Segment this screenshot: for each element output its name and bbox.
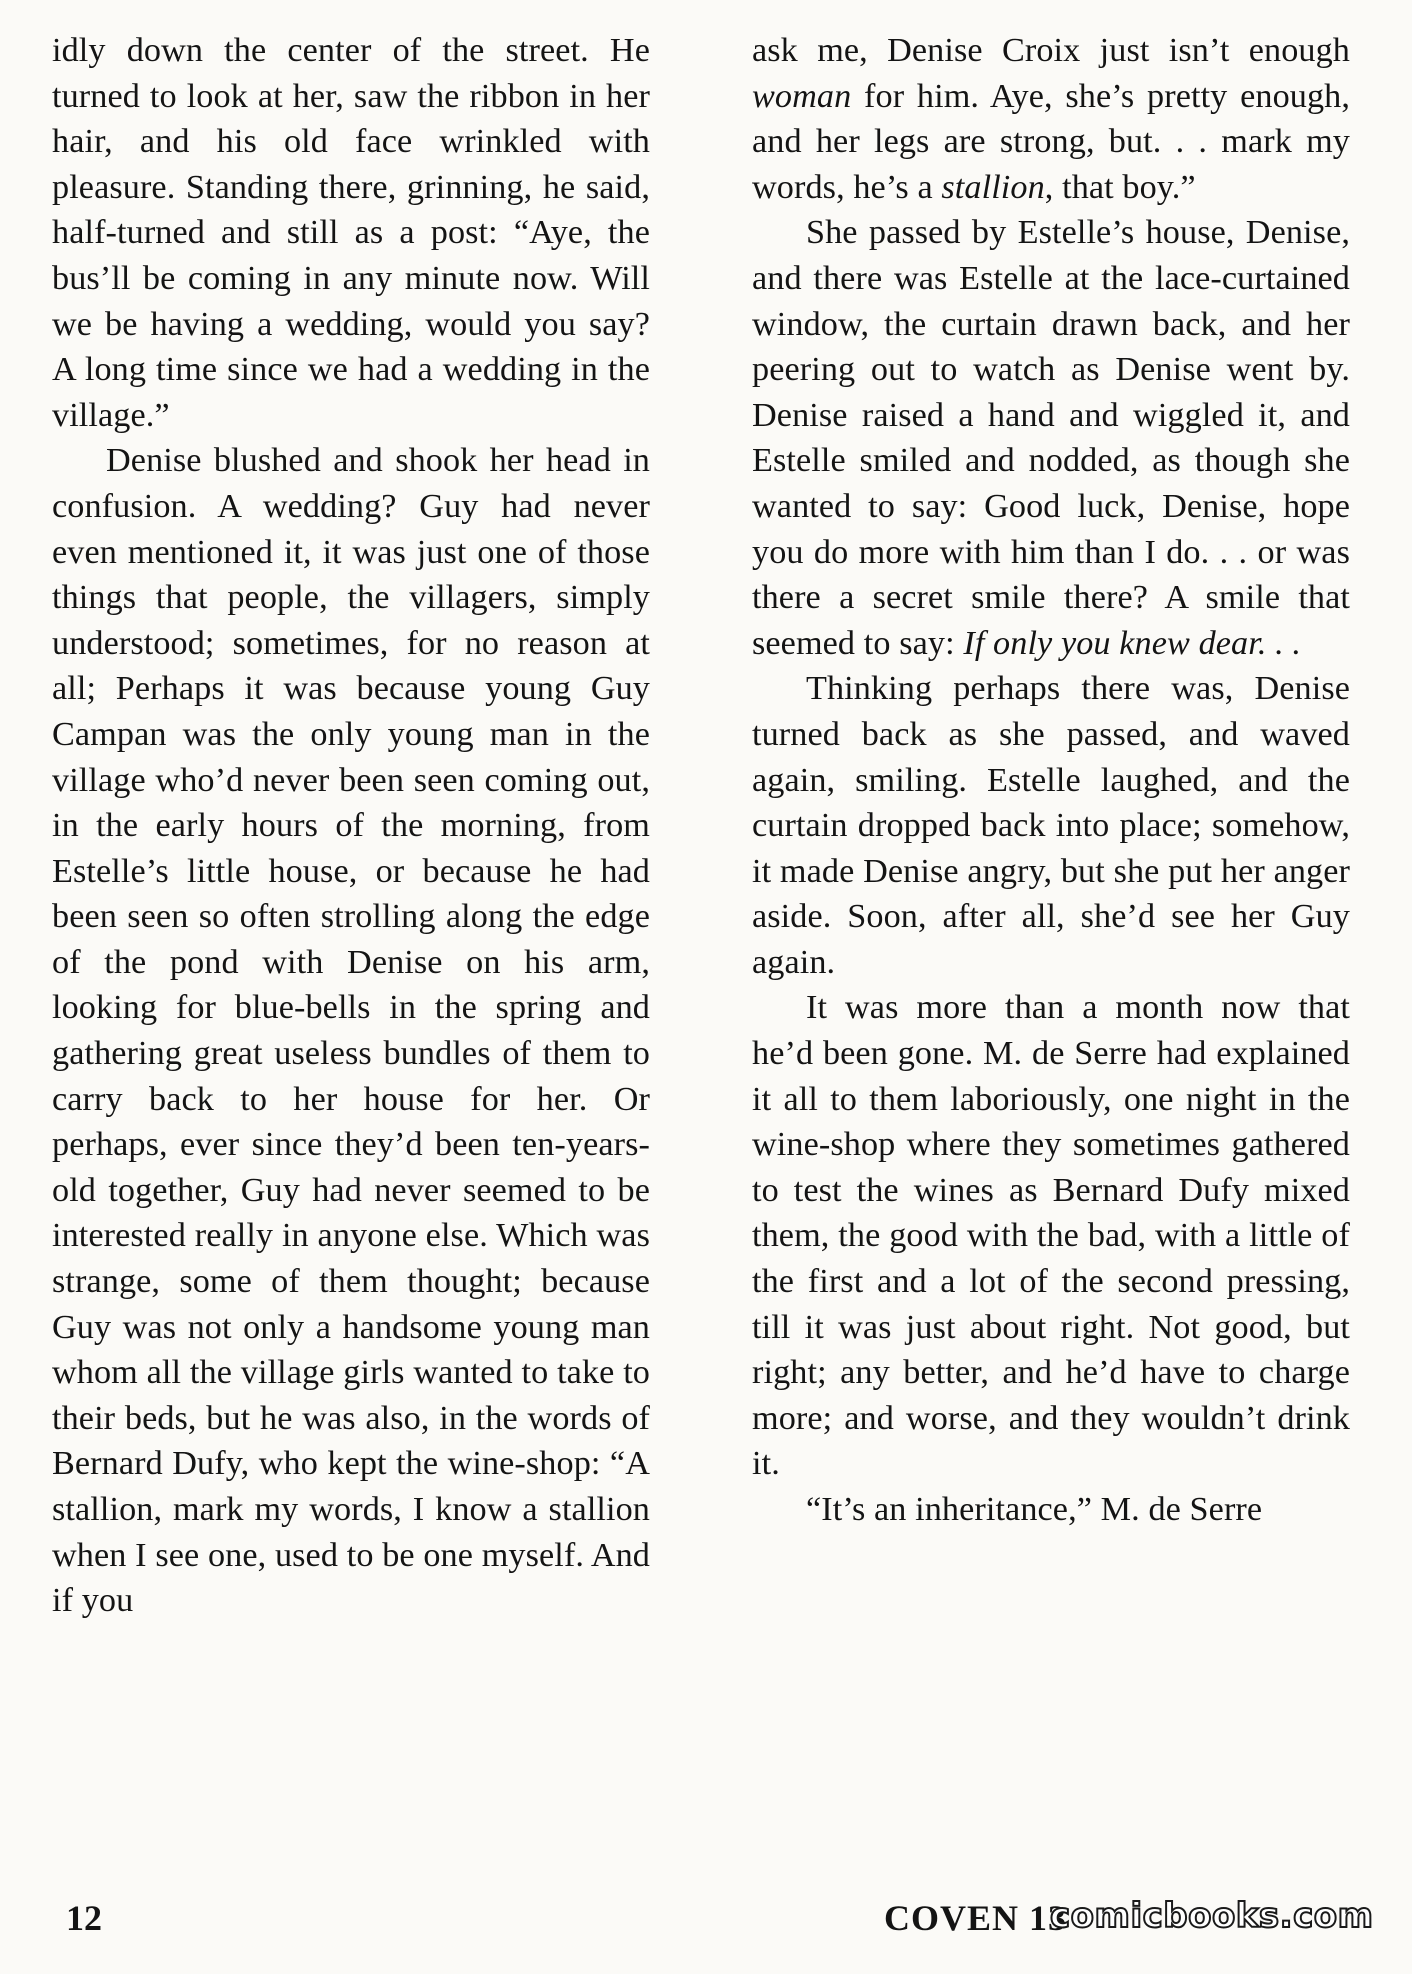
paragraph: It was more than a month now that he’d been gone. M. de Serre had explained it all to them laboriously, one night in the wine-shop where they sometimes gathered to test the wines as Bernard Dufy mixed them, the good with the bad, with a little of the first and a lot of the second pressing, till it was just about right. Not good, but right; any better, and he’d have to charge more; and worse, and they wouldn’t drink it. xyxy=(752,989,1350,1483)
emphasis: woman xyxy=(752,77,852,115)
text-run: ask me, Denise Croix just isn’t enough xyxy=(752,32,1350,69)
running-title: COVEN 13 xyxy=(884,1898,1068,1938)
paragraph: Denise blushed and shook her head in confusion. A wedding? Guy had never even mentioned it, it was just one of those things that people, the villagers, simply understood; sometimes, for no reason at all; Perhaps it was because young Guy Campan was the only young man in the village who’d never been seen coming out, in the early hours of the morning, from Estelle’s little house, or because he had been seen so often strolling along the edge of the pond with Denise on his arm, looking for blue-bells in the spring and gathering great useless bundles of them to carry back to her house for her. Or perhaps, ever since they’d been ten-years-old together, Guy had never seemed to be interested really in anyone else. Which was strange, some of them thought; because Guy was not only a handsome young man whom all the village girls wanted to take to their beds, but he was also, in the words of Bernard Dufy, who kept the wine-shop: “A stallion, mark my words, I know a stallion when I see one, used to be one myself. And if you xyxy=(52,442,650,1620)
watermark: comicbooks.com xyxy=(1050,1896,1374,1936)
left-column xyxy=(52,28,650,1624)
paragraph xyxy=(752,210,1350,666)
paragraph xyxy=(752,28,1350,210)
text-run: for him. Aye, she’s pretty enough, and her legs are strong, but. . . mark my words, he’s a xyxy=(752,77,1350,206)
paragraph: idly down the center of the street. He turned to look at her, saw the ribbon in her hair, and his old face wrinkled with pleasure. Standing there, grinning, he said, half-turned and still as a post: “Aye, the bus’ll be coming in any minute now. Will we be having a wedding, would you say? A long time since we had a wedding in the village.” xyxy=(52,32,650,434)
text-run: , that boy.” xyxy=(1044,168,1196,206)
page-number: 12 xyxy=(66,1898,102,1938)
emphasis: stallion xyxy=(941,168,1045,206)
right-column xyxy=(752,28,1350,1533)
paragraph: Thinking perhaps there was, Denise turned back as she passed, and waved again, smiling. Estelle laughed, and the curtain dropped back into place; somehow, it made Denise angry, but she put her anger aside. Soon, after all, she’d see her Guy again. xyxy=(752,670,1350,981)
emphasis: If only you knew dear. . . xyxy=(963,624,1302,662)
text-run: She passed by Estelle’s house, Denise, and there was Estelle at the lace-curtained window, the curtain drawn back, and her peering out to watch as Denise went by. Denise raised a hand and wiggled it, and Estelle smiled and nodded, as though she wanted to say: Good luck, Denise, hope you do more with him than I do. . . or was there a secret smile there? A smile that seemed to say: xyxy=(752,214,1350,662)
paragraph: “It’s an inheritance,” M. de Serre xyxy=(806,1491,1263,1528)
